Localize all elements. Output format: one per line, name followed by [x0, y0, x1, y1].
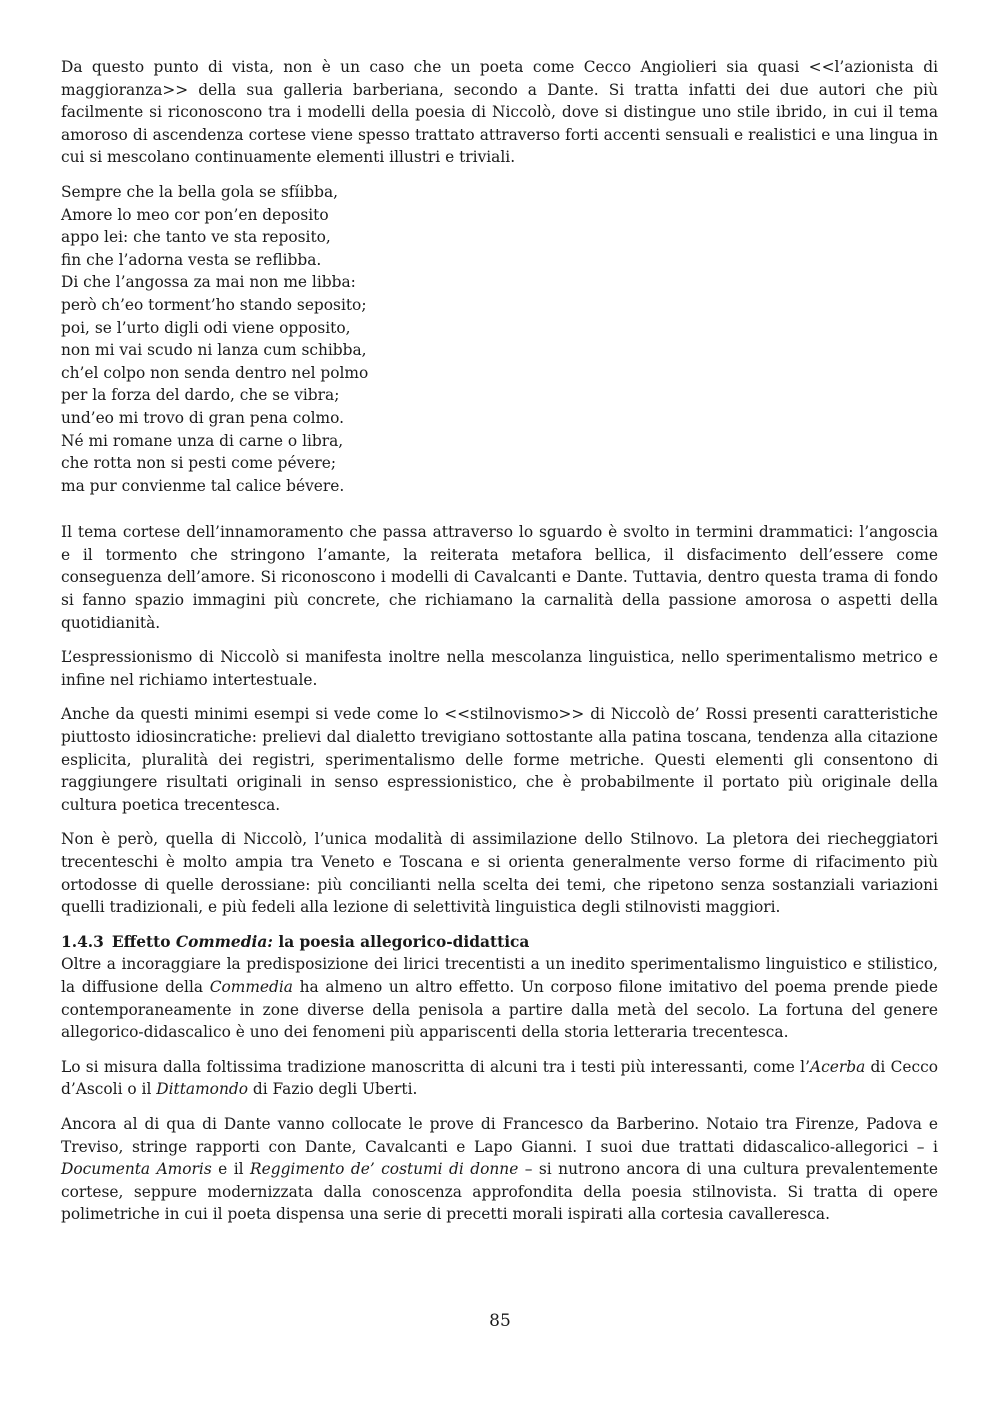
poem-verse: Di che l’angossa za mai non me libba: [61, 273, 356, 292]
poem-block [61, 181, 938, 497]
text-run: Oltre a incoraggiare la predisposizione dei lirici trecentisti a un inedito sperimentalismo linguistico e stilistico, la diffusione della [61, 955, 938, 996]
italic-title: Reggimento de’ costumi di donne [250, 1160, 519, 1179]
section-heading [61, 931, 938, 954]
paragraph: Anche da questi minimi esempi si vede come lo <<stilnovismo>> di Niccolò de’ Rossi presenti caratteristiche piuttosto idiosincratiche: prelievi dal dialetto trevigiano sottostante alla patina toscana, tendenza alla citazione esplicita, pluralità dei registri, sperimentalismo delle forme metriche. Questi elementi gli consentono di raggiungere risultati originali in senso espressionistico, che è probabilmente il portato più originale della cultura poetica trecentesca. [61, 705, 938, 814]
text-run: – si nutrono ancora di una cultura prevalentemente cortese, seppure modernizzata dalla conoscenza approfondita della poesia stilnovista. Si tratta di opere polimetriche in cui il poeta dispensa una serie di precetti morali ispirati alla cortesia cavalleresca. [61, 1160, 938, 1224]
paragraph: Da questo punto di vista, non è un caso che un poeta come Cecco Angiolieri sia quasi <<l’azionista di maggioranza>> della sua galleria barberiana, secondo a Dante. Si tratta infatti dei due autori che più facilmente si riconoscono tra i modelli della poesia di Niccolò, dove si distingue uno stile ibrido, in cui il tema amoroso di ascendenza cortese viene spesso trattato attraverso forti accenti sensuali e realistici e una lingua in cui si mescolano continuamente elementi illustri e triviali. [61, 58, 938, 167]
poem-verse: und’eo mi trovo di gran pena colmo. [61, 408, 344, 427]
italic-title: Dittamondo [156, 1080, 248, 1099]
poem-verse: Né mi romane unza di carne o libra, [61, 431, 344, 450]
text-run: di Cecco d’Ascoli o il [61, 1057, 939, 1099]
italic-title: Acerba [810, 1057, 866, 1076]
poem-verse: non mi vai scudo ni lanza cum schibba, [61, 341, 367, 360]
section-title-italic: Commedia: [175, 932, 273, 951]
poem-verse: però ch’eo torment’ho stando seposito; [61, 295, 367, 314]
poem-verse: poi, se l’urto digli odi viene opposito, [61, 318, 351, 337]
poem-verse: Sempre che la bella gola se sfíibba, [61, 182, 339, 201]
section-title-suffix: la poesia allegorico-didattica [272, 932, 530, 951]
paragraph [61, 1113, 938, 1226]
text-run: e il [211, 1160, 251, 1179]
section-title-prefix: Effetto [111, 932, 176, 951]
poem-verse: ma pur convienme tal calice bévere. [61, 476, 345, 495]
text-run: di Fazio degli Uberti. [247, 1080, 418, 1099]
poem-verse: appo lei: che tanto ve sta reposito, [61, 228, 331, 247]
paragraph: Non è però, quella di Niccolò, l’unica modalità di assimilazione dello Stilnovo. La pletora dei riecheggiatori trecenteschi è molto ampia tra Veneto e Toscana e si orienta generalmente verso forme di rifacimento più ortodosse di quelle derossiane: più concilianti nella scelta dei temi, che ripetono senza sostanziali variazioni quelli tradizionali, e più fedeli alla lezione di selettività linguistica degli stilnovisti maggiori. [61, 830, 938, 917]
poem-verse: Amore lo meo cor pon’en deposito [61, 205, 329, 224]
text-run: Ancora al di qua di Dante vanno collocate le prove di Francesco da Barberino. Notaio tra Firenze, Padova e Treviso, stringe rapporti con Dante, Cavalcanti e Lapo Gianni. I suoi due trattati didascalico-allegorici – i [61, 1114, 938, 1156]
text-run: ha almeno un altro effetto. Un corposo filone imitativo del poema prende piede contemporaneamente in zone diverse della penisola a partire dalla metà del secolo. La fortuna del genere allegorico-didascalico è uno dei fenomeni più appariscenti della storia letteraria trecentesca. [61, 977, 938, 1042]
paragraph: L’espressionismo di Niccolò si manifesta inoltre nella mescolanza linguistica, nello sperimentalismo metrico e infine nel richiamo intertestuale. [61, 648, 938, 689]
poem-verse: che rotta non si pesti come pévere; [61, 454, 337, 473]
paragraph [61, 1056, 938, 1101]
poem-verse: fin che l’adorna vesta se reflibba. [61, 250, 322, 269]
italic-title: Documenta Amoris [61, 1160, 212, 1179]
poem-verse: ch’el colpo non senda dentro nel polmo [61, 363, 369, 382]
paragraph: Il tema cortese dell’innamoramento che passa attraverso lo sguardo è svolto in termini drammatici: l’angoscia e il tormento che stringono l’amante, la reiterata metafora bellica, il disfacimento dell’essere come conseguenza dell’amore. Si riconoscono i modelli di Cavalcanti e Dante. Tuttavia, dentro questa trama di fondo si fanno spazio immagini più concrete, che richiamano la carnalità della passione amorosa o aspetti della quotidianità. [61, 523, 938, 632]
page-number: 85 [489, 1311, 511, 1331]
text-run: Lo si misura dalla foltissima tradizione manoscritta di alcuni tra i testi più interessanti, come l’ [61, 1057, 811, 1076]
page-body [61, 56, 938, 1238]
poem-verse: per la forza del dardo, che se vibra; [61, 386, 340, 405]
section-number: 1.4.3 [61, 932, 104, 951]
paragraph [61, 953, 938, 1043]
italic-title: Commedia [209, 977, 293, 996]
